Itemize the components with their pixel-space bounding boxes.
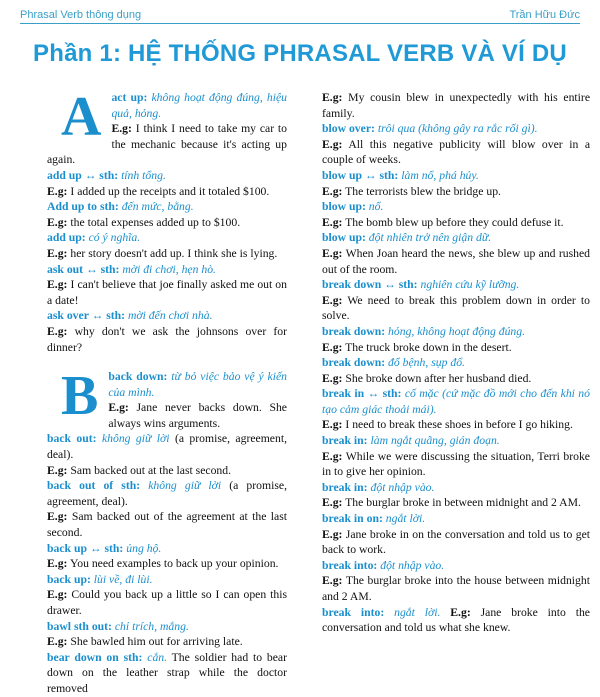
phrasal-verb: break down: (322, 324, 386, 338)
eg-label: E.g: (322, 215, 343, 229)
entry-break-in-interrupt (322, 433, 590, 449)
example-text: When Joan heard the news, she blew up and rushed out of the room. (322, 246, 590, 276)
entry-ask-out (47, 262, 287, 278)
definition: trôi qua (không gây ra rắc rối gì). (377, 122, 538, 136)
eg-label: E.g: (322, 246, 343, 260)
phrasal-verb: blow up: (322, 231, 366, 245)
phrasal-verb: Add up to sth: (47, 200, 119, 214)
entry-bawl-out (47, 619, 287, 635)
example-text: Sam backed out of the agreement at the last second. (47, 510, 288, 540)
eg-label: E.g: (47, 463, 68, 477)
example-text: Jane broke into the conversation and told us what she knew. (322, 605, 590, 635)
entry-break-down (322, 324, 590, 340)
phrasal-verb: blow up ↔ sth: (322, 168, 399, 182)
example (47, 587, 287, 618)
example (322, 246, 590, 277)
example (47, 246, 287, 262)
example-text: I need to break these shoes in before I go hiking. (345, 418, 573, 432)
eg-label: E.g: (322, 527, 343, 541)
example (322, 449, 590, 480)
example-text: I added up the receipts and it totaled $100. (70, 184, 270, 198)
phrasal-verb: back up ↔ sth: (47, 541, 124, 555)
example (322, 495, 590, 511)
phrasal-verb: back out: (47, 432, 97, 446)
eg-label: E.g: (322, 137, 343, 151)
entry-back-out (47, 431, 287, 462)
header-author: Trần Hữu Đức (509, 9, 580, 21)
example-text: Sam backed out at the last second. (70, 463, 232, 477)
example-text: Jane never backs down. She always wins arguments. (108, 401, 287, 430)
phrasal-verb: add up: (47, 231, 86, 245)
entry-break-down-sth (322, 277, 590, 293)
example-text: She bawled him out for arriving late. (70, 635, 243, 649)
entry-ask-over (47, 308, 287, 324)
definition: mời đến chơi nhà. (127, 309, 213, 323)
phrasal-verb: add up ↔ sth: (47, 168, 119, 182)
example-text: Could you back up a little so I can open this drawer. (47, 588, 287, 617)
entry-blow-up-sth (322, 168, 590, 184)
example-text: her story doesn't add up. I think she is lying. (70, 246, 278, 260)
header-book-title: Phrasal Verb thông dụng (20, 9, 142, 21)
phrasal-verb: act up: (111, 91, 148, 104)
phrasal-verb: ask over ↔ sth: (47, 309, 126, 323)
definition: tính tổng. (121, 168, 166, 182)
example (322, 215, 590, 231)
running-header (20, 6, 580, 24)
example-text: The bomb blew up before they could defuse it. (345, 215, 564, 229)
definition: mời đi chơi, hẹn hò. (122, 262, 216, 276)
example (322, 371, 590, 387)
definition: ngắt lời. (385, 512, 426, 526)
phrasal-verb: break in: (322, 434, 368, 448)
entry-break-down-collapse (322, 355, 590, 371)
eg-label: E.g: (47, 278, 68, 292)
definition: đột nhập vào. (380, 558, 445, 572)
definition: nghiên cứu kỹ lưỡng. (420, 278, 520, 292)
eg-label: E.g: (322, 340, 343, 354)
eg-label: E.g: (322, 293, 343, 307)
example (322, 184, 590, 200)
entry-blow-up (322, 199, 590, 215)
example-text: The burglar broke into the house between midnight and 2 AM. (322, 574, 590, 603)
entry-break-in-sth (322, 386, 590, 417)
eg-label: E.g: (322, 574, 343, 588)
example (47, 184, 287, 200)
dropcap-a: A (61, 86, 102, 148)
example-text: My cousin blew in unexpectedly with his entire family. (322, 91, 591, 120)
phrasal-verb: break down ↔ sth: (322, 278, 418, 292)
definition: có ý nghĩa. (88, 231, 141, 245)
definition: ngắt lời. (394, 605, 441, 619)
definition: lùi về, đi lùi. (93, 572, 153, 586)
eg-label: E.g: (47, 588, 68, 602)
example (47, 277, 287, 308)
example (47, 556, 287, 572)
example-text: The burglar broke in between midnight and 2 AM. (345, 496, 581, 510)
eg-label: E.g: (47, 324, 68, 338)
phrasal-verb: break down: (322, 356, 386, 370)
phrasal-verb: break into: (322, 605, 385, 619)
definition: làm ngắt quãng, gián đoạn. (370, 434, 500, 448)
phrasal-verb: blow up: (322, 200, 366, 214)
eg-label: E.g: (108, 401, 129, 415)
phrasal-verb: break in ↔ sth: (322, 387, 402, 401)
example-text: Jane broke in on the conversation and told us to get back to work. (322, 527, 591, 557)
eg-label: E.g: (47, 246, 68, 260)
eg-label: E.g: (47, 557, 68, 571)
example (322, 527, 590, 558)
entry-bear-down (47, 650, 287, 697)
page-title: Phần 1: HỆ THỐNG PHRASAL VERB VÀ VÍ DỤ (33, 40, 567, 67)
eg-label: E.g: (111, 122, 132, 136)
right-column (322, 90, 590, 636)
eg-label: E.g: (47, 635, 68, 649)
definition: cắn. (147, 650, 168, 664)
header-divider (20, 23, 580, 24)
example (47, 215, 287, 231)
eg-label: E.g: (450, 605, 471, 619)
entry-break-in-burglary (322, 480, 590, 496)
example-text: You need examples to back up your opinion. (69, 557, 279, 571)
entry-break-into (322, 558, 590, 574)
definition: cố mặc (cứ mặc đồ mới cho đến khi nó tạo cảm giác thoải mái). (322, 387, 590, 416)
example (47, 463, 287, 479)
definition: chỉ trích, mắng. (114, 619, 189, 633)
entry-break-into-interrupt (322, 605, 590, 636)
definition: không giữ lời (148, 479, 222, 493)
entry-break-in-on (322, 511, 590, 527)
phrasal-verb: back down: (108, 370, 168, 384)
left-column (47, 86, 288, 697)
definition: hỏng, không hoạt động đúng. (388, 324, 526, 338)
eg-label: E.g: (322, 371, 343, 385)
entry-blow-over (322, 121, 590, 137)
definition: nổ. (368, 200, 384, 214)
example (47, 509, 287, 540)
phrasal-verb: back out of sth: (47, 479, 141, 493)
entry-add-up (47, 230, 287, 246)
definition: từ bỏ việc bảo vệ ý kiến của mình. (108, 370, 287, 399)
definition: đột nhiên trở nên giận dữ. (368, 231, 492, 245)
definition: không giữ lời (101, 432, 170, 446)
example (322, 573, 590, 604)
example-text: All this negative publicity will blow over in a couple of weeks. (322, 137, 591, 167)
eg-label: E.g: (322, 418, 343, 432)
example-text: the total expenses added up to $100. (70, 215, 241, 229)
eg-label: E.g: (47, 184, 68, 198)
example-text: We need to break this problem down in order to solve. (322, 293, 590, 323)
dropcap-b: B (61, 365, 99, 428)
definition-note: (a promise, agreement, deal). (47, 479, 288, 508)
example-text: why don't we ask the johnsons over for dinner? (47, 324, 287, 354)
eg-label: E.g: (322, 496, 343, 510)
example (322, 417, 590, 433)
phrasal-verb: blow over: (322, 122, 375, 136)
example-text: The soldier had to bear down on the leather strap while the doctor removed (47, 650, 288, 695)
definition: ủng hộ. (126, 541, 162, 555)
eg-label: E.g: (47, 215, 68, 229)
definition: không hoạt động đúng, hiệu quả, hỏng. (111, 91, 288, 120)
phrasal-verb: ask out ↔ sth: (47, 262, 120, 276)
entry-back-out-of (47, 478, 287, 509)
entry-back-up-sth (47, 541, 287, 557)
definition: đổ bệnh, sụp đổ. (388, 356, 465, 370)
definition: đến mức, bằng. (121, 200, 194, 214)
phrasal-verb: bear down on sth: (47, 650, 143, 664)
eg-label: E.g: (47, 510, 68, 524)
entry-blow-up-anger (322, 230, 590, 246)
phrasal-verb: break in: (322, 480, 368, 494)
example-text: While we were discussing the situation, Terri broke in to give her opinion. (322, 449, 590, 479)
example-text: The truck broke down in the desert. (345, 340, 512, 354)
example (322, 340, 590, 356)
eg-label: E.g: (322, 449, 343, 463)
entry-add-up-sth (47, 168, 287, 184)
example (322, 90, 590, 121)
entry-back-up (47, 572, 287, 588)
example-text: She broke down after her husband died. (345, 371, 532, 385)
example (322, 137, 590, 168)
entry-add-up-to (47, 199, 287, 215)
definition-note: (a promise, agreement, deal). (47, 432, 288, 462)
phrasal-verb: bawl sth out: (47, 619, 112, 633)
phrasal-verb: break into: (322, 558, 378, 572)
definition: làm nổ, phá hủy. (401, 168, 479, 182)
eg-label: E.g: (322, 184, 343, 198)
example (47, 634, 287, 650)
phrasal-verb: back up: (47, 572, 91, 586)
phrasal-verb: break in on: (322, 512, 383, 526)
example-text: I think I need to take my car to the mechanic because it's acting up again. (47, 122, 287, 167)
eg-label: E.g: (322, 91, 343, 104)
example-text: I can't believe that joe finally asked me out on a date! (47, 278, 287, 307)
example (47, 324, 287, 355)
example (322, 293, 590, 324)
definition: đột nhập vào. (370, 480, 435, 494)
example-text: The terrorists blew the bridge up. (345, 184, 501, 198)
